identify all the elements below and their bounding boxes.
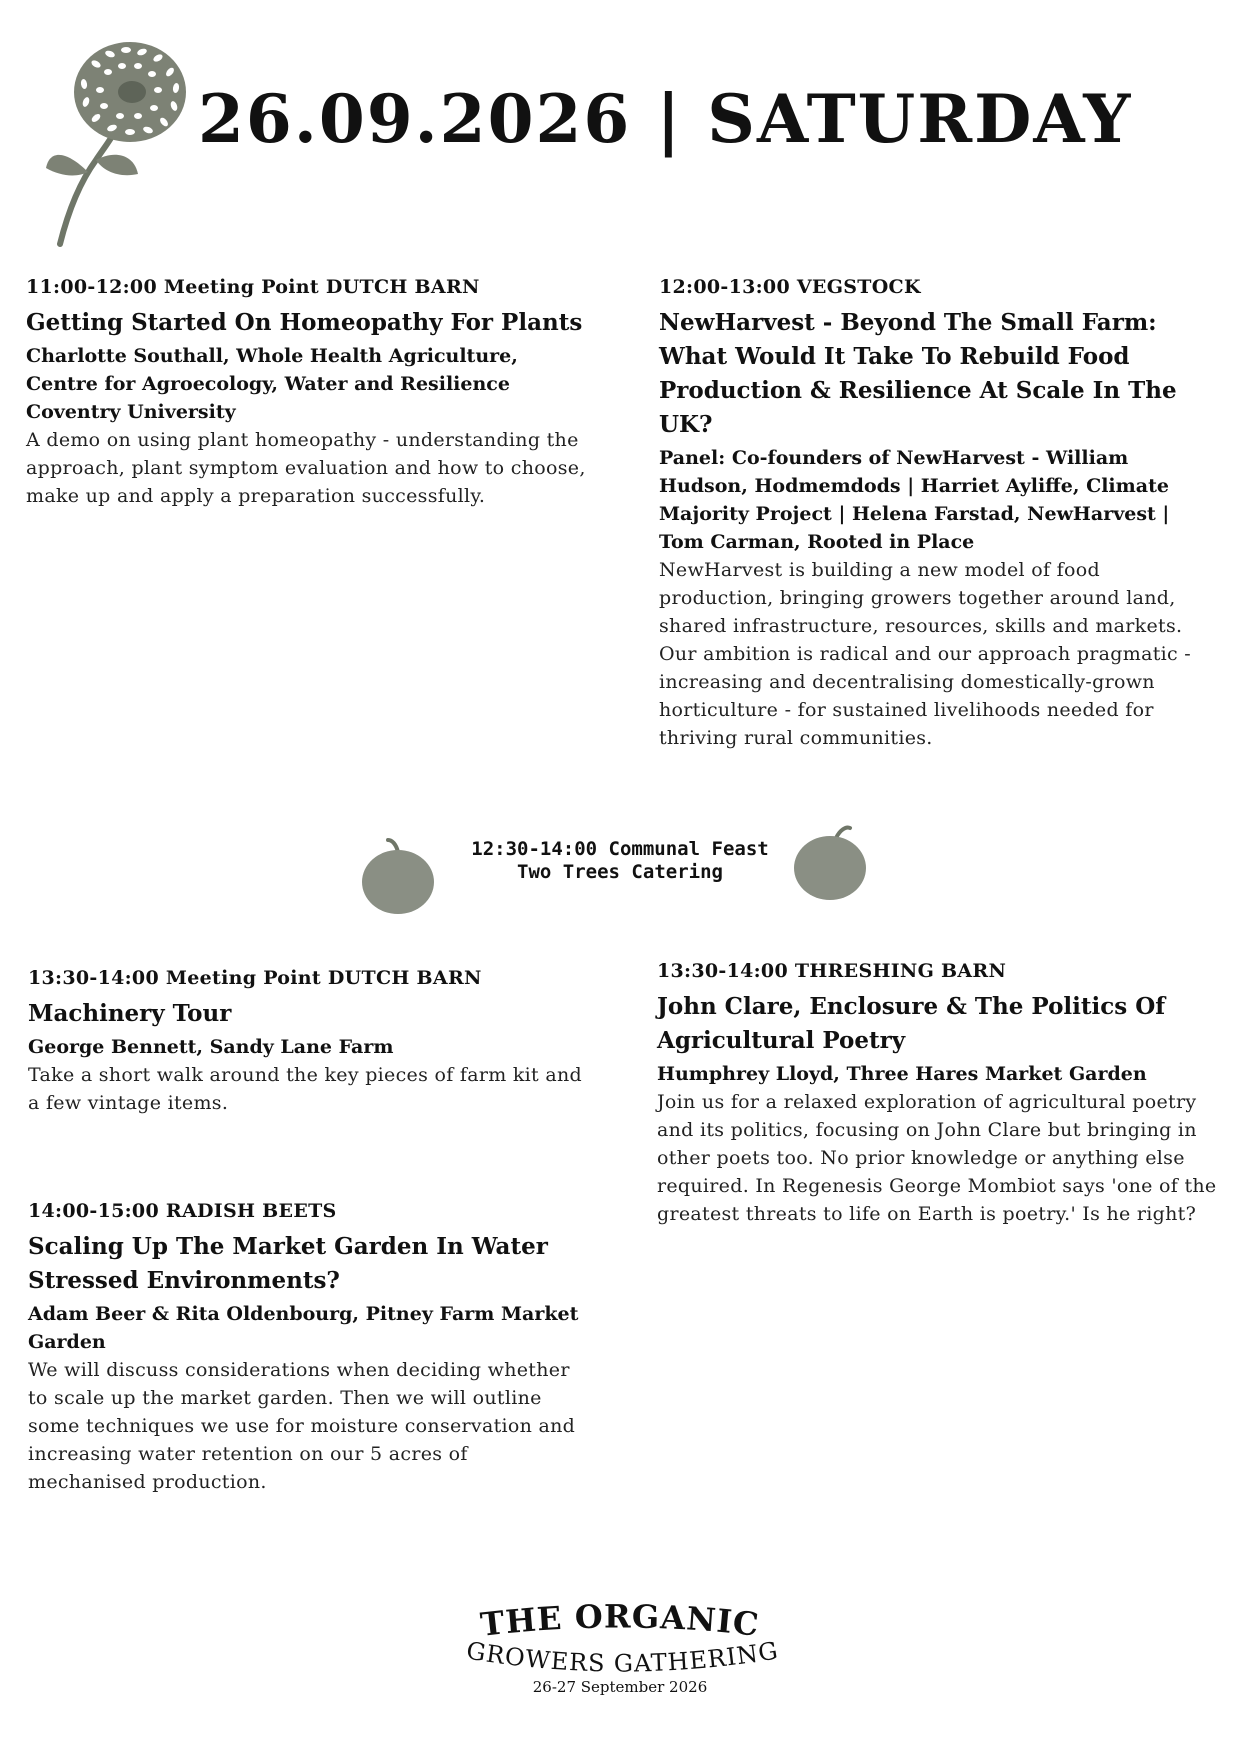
session-homeopathy xyxy=(26,276,586,510)
session-title: NewHarvest - Beyond The Small Farm: What Would It Take To Rebuild Food Production & Resilience At Scale In The UK? xyxy=(659,309,1177,438)
feast-time: 12:30-14:00 Communal Feast xyxy=(471,838,769,860)
session-description: We will discuss considerations when deciding whether to scale up the market garden. Then we will outline some techniques we use for moisture conservation and increasing water retention on our 5 acres of mechanised production. xyxy=(28,1359,576,1493)
communal-feast xyxy=(420,838,820,884)
pumpkin-icon xyxy=(790,818,870,908)
session-time-location: 14:00-15:00 RADISH BEETS xyxy=(28,1200,337,1222)
page-title: 26.09.2026 | SATURDAY xyxy=(198,80,1133,158)
flower-icon xyxy=(38,22,188,247)
session-speakers: Charlotte Southall, Whole Health Agriculture, Centre for Agroecology, Water and Resilience Coventry University xyxy=(26,345,518,423)
session-time-location: 11:00-12:00 Meeting Point DUTCH BARN xyxy=(26,276,480,298)
logo-line-2: GROWERS GATHERING xyxy=(464,1636,781,1678)
session-title: Getting Started On Homeopathy For Plants xyxy=(26,309,583,336)
logo-line-3: 26-27 September 2026 xyxy=(532,1678,708,1696)
session-description: Take a short walk around the key pieces of farm kit and a few vintage items. xyxy=(28,1064,582,1114)
session-description: Join us for a relaxed exploration of agricultural poetry and its politics, focusing on John Clare but bringing in other poets too. No prior knowledge or anything else required. In Regenesis George Mombiot says 'one of the greatest threats to life on Earth is poetry.' Is he right? xyxy=(657,1091,1217,1225)
session-time-location: 13:30-14:00 Meeting Point DUTCH BARN xyxy=(28,967,482,989)
session-description: A demo on using plant homeopathy - understanding the approach, plant symptom evaluation and how to choose, make up and apply a preparation successfully. xyxy=(26,429,586,507)
svg-text:GROWERS GATHERING xyxy=(464,1636,780,1677)
session-title: Machinery Tour xyxy=(28,1000,232,1027)
session-market-garden xyxy=(28,1200,590,1496)
event-logo xyxy=(450,1590,790,1700)
session-speakers: Adam Beer & Rita Oldenbourg, Pitney Farm Market Garden xyxy=(28,1303,579,1353)
session-description: NewHarvest is building a new model of food production, bringing growers together around land, shared infrastructure, resources, skills and markets. Our ambition is radical and our approach pragmatic - increasing and decentralising domestically-grown horticulture - for sustained livelihoods needed for thriving rural communities. xyxy=(659,559,1192,749)
feast-caterer: Two Trees Catering xyxy=(517,861,723,883)
svg-text:THE ORGANIC xyxy=(479,1597,762,1643)
session-machinery-tour xyxy=(28,967,590,1117)
session-time-location: 12:00-13:00 VEGSTOCK xyxy=(659,276,921,298)
session-speakers: George Bennett, Sandy Lane Farm xyxy=(28,1036,394,1058)
session-time-location: 13:30-14:00 THRESHING BARN xyxy=(657,960,1007,982)
logo-line-1: THE ORGANIC xyxy=(478,1597,762,1644)
session-speakers: Panel: Co-founders of NewHarvest - William Hudson, Hodmemdods | Harriet Ayliffe, Climate Majority Project | Helena Farstad, NewHarvest | Tom Carman, Rooted in Place xyxy=(659,447,1170,553)
session-speakers: Humphrey Lloyd, Three Hares Market Garden xyxy=(657,1063,1147,1085)
session-newharvest xyxy=(659,276,1219,752)
session-title: Scaling Up The Market Garden In Water Stressed Environments? xyxy=(28,1233,548,1294)
session-john-clare xyxy=(657,960,1217,1228)
session-title: John Clare, Enclosure & The Politics Of Agricultural Poetry xyxy=(657,993,1166,1054)
